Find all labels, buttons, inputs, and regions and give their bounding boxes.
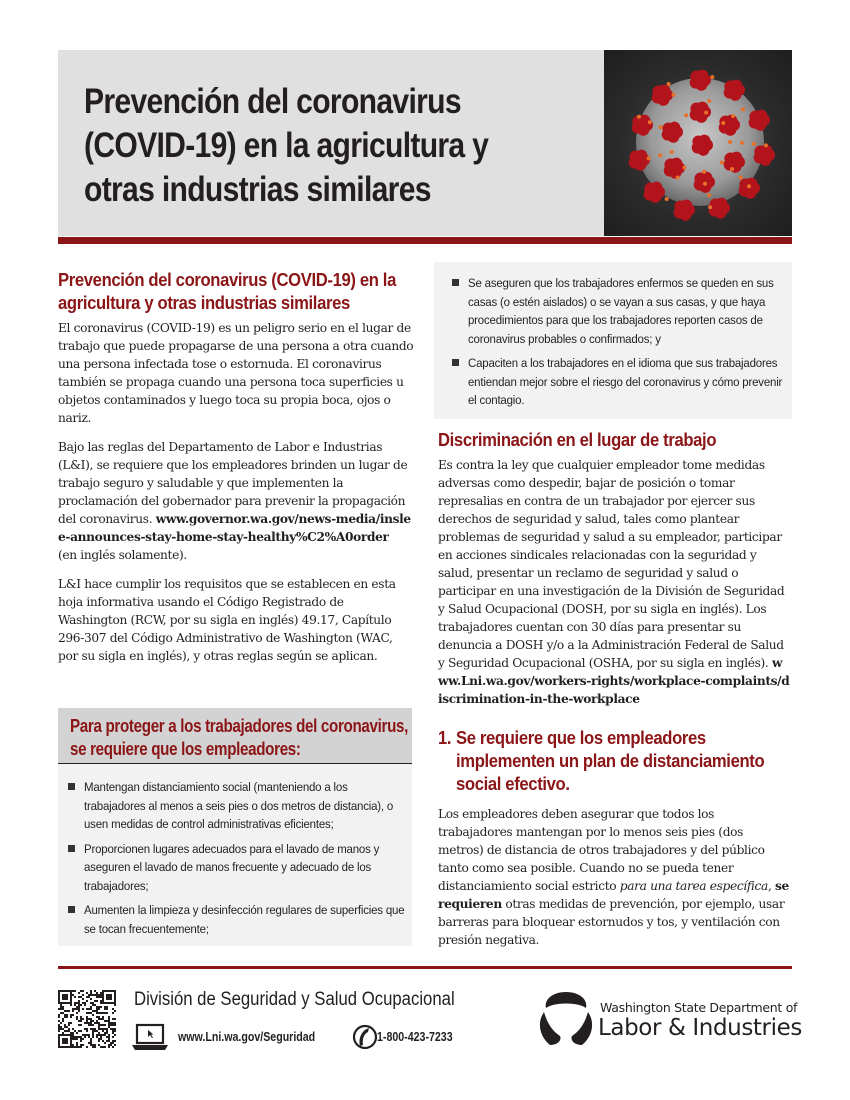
title-line-1: Prevención del coronavirus (84, 82, 461, 121)
discrimination-paragraph (438, 456, 790, 708)
distancing-bold: se requieren (438, 879, 789, 911)
discrimination-heading: Discriminación en el lugar de trabajo (438, 429, 717, 450)
governor-link[interactable]: www.governor.wa.gov/news-media/inslee-announces-stay-home-stay-healthy%C2%A0order (58, 512, 411, 544)
distancing-heading-block (438, 726, 790, 795)
laptop-icon (130, 1022, 170, 1052)
requirements-heading: Para proteger a los trabajadores del coronavirus, se requiere que los empleadores: (70, 715, 409, 759)
comma: , (767, 879, 772, 893)
intro-paragraph: El coronavirus (COVID-19) es un peligro serio en el lugar de trabajo que puede propagarse de una persona a otra cuando una persona infectada tose o estornuda. El coronavirus también se propaga cuando una persona toca superficies u objetos contaminados y luego toca su propia boca, ojos o nariz. (58, 321, 414, 425)
logo-line-1: Washington State Department of (600, 1000, 798, 1015)
title-line-3: otras industrias similares (84, 170, 431, 209)
bullet-square-icon (68, 906, 75, 913)
list-item: Mantengan distanciamiento social (manteniendo a los trabajadores al menos a seis pies o dos metros de distancia), o usen medidas de control administrativas eficientes; (58, 778, 412, 834)
distancing-text-b: otras medidas de prevención, por ejemplo, usar barreras para bloquear estornudos y tos, y ventilación con presión negativa. (438, 897, 785, 947)
intro-heading: Prevención del coronavirus (COVID-19) en la agricultura y otras industrias similares (58, 269, 396, 313)
list-item: Proporcionen lugares adecuados para el lavado de manos y aseguren el lavado de manos frecuente y adecuado de los trabajadores; (58, 840, 412, 896)
bullet-square-icon (452, 279, 459, 286)
website-link[interactable]: www.Lni.wa.gov/Seguridad (178, 1030, 316, 1044)
list-item: Capaciten a los trabajadores en el idioma que sus trabajadores entiendan mejor sobre el riesgo del coronavirus y cómo prevenir el contagio. (442, 354, 792, 410)
division-name: División de Seguridad y Salud Ocupacional (134, 989, 455, 1010)
requirements-list-left (58, 764, 412, 938)
coronavirus-image (604, 50, 792, 236)
distancing-text-a: Los empleadores deben asegurar que todos los trabajadores mantengan por lo menos seis pies (dos metros) de distancia de otros trabajadores y del público tanto como sea posible. Cuando no se pueda tener distanciamiento social estricto (438, 807, 765, 893)
bullet-square-icon (68, 845, 75, 852)
rules-text: Bajo las reglas del Departamento de Labor e Industrias (L&I), se requiere que los empleadores brinden un lugar de trabajo seguro y saludable y que implementen la proclamación del gobernador para prevenir la propagación del coronavirus. (58, 440, 408, 526)
bullet-square-icon (452, 359, 459, 366)
rules-paragraph (58, 438, 414, 564)
phone-number[interactable]: 1-800-423-7233 (377, 1030, 453, 1044)
phone-icon (352, 1024, 378, 1050)
discrimination-link[interactable]: www.Lni.wa.gov/workers-rights/workplace-complaints/discrimination-in-the-workplace (438, 656, 790, 706)
requirements-box (58, 708, 412, 946)
title-banner (58, 50, 604, 236)
left-column (58, 268, 414, 665)
header-divider (58, 237, 792, 244)
list-item: Aumenten la limpieza y desinfección regulares de superficies que se tocan frecuentemente; (58, 901, 412, 938)
bullet-square-icon (68, 783, 75, 790)
discrimination-section (438, 428, 790, 708)
requirements-box-header (58, 708, 412, 764)
distancing-italic: para una tarea específica (619, 879, 768, 893)
requirements-list-right (442, 274, 792, 410)
discrimination-text: Es contra la ley que cualquier empleador tome medidas adversas como despedir, bajar de posición o tomar represalias en contra de un trabajador por ejercer sus derechos de seguridad y salud, tales como plantear problemas de seguridad y salud a su empleador, participar en acciones sindicales relacionadas con la seguridad y salud, presentar un reclamo de seguridad y salud o participar en una investigación de la División de Seguridad y Salud Ocupacional (DOSH, por su sigla en inglés). Los trabajadores cuentan con 30 días para presentar su denuncia a DOSH y/o a la Administración Federal de Salud y Seguridad Ocupacional (OSHA, por su sigla en inglés). (438, 458, 785, 670)
section-number: 1. (438, 727, 452, 748)
page-title (84, 80, 600, 212)
footer-divider (58, 966, 792, 969)
list-item: Se aseguren que los trabajadores enfermos se queden en sus casas (o estén aislados) o se vayan a sus casas, y que haya procedimientos para que los trabajadores reporten casos de coronavirus probables o confirmados; y (442, 274, 792, 348)
lni-logo-icon (536, 990, 596, 1048)
logo-line-2: Labor & Industries (598, 1015, 802, 1041)
qr-code-icon[interactable] (58, 990, 116, 1048)
requirements-box-continued (434, 262, 792, 419)
english-only-note: (en inglés solamente). (58, 548, 187, 562)
distancing-paragraph (438, 805, 790, 949)
distancing-heading: Se requiere que los empleadores implementen un plan de distanciamiento social efectivo. (456, 727, 765, 794)
title-line-2: (COVID-19) en la agricultura y (84, 126, 489, 165)
distancing-section (438, 726, 790, 949)
enforcement-paragraph: L&I hace cumplir los requisitos que se establecen en esta hoja informativa usando el Código Registrado de Washington (RCW, por su sigla en inglés) 49.17, Capítulo 296-307 del Código Administrativo de Washington (WAC, por su sigla en inglés), y otras reglas según se aplican. (58, 577, 396, 663)
coronavirus-illustration-icon (604, 50, 792, 236)
